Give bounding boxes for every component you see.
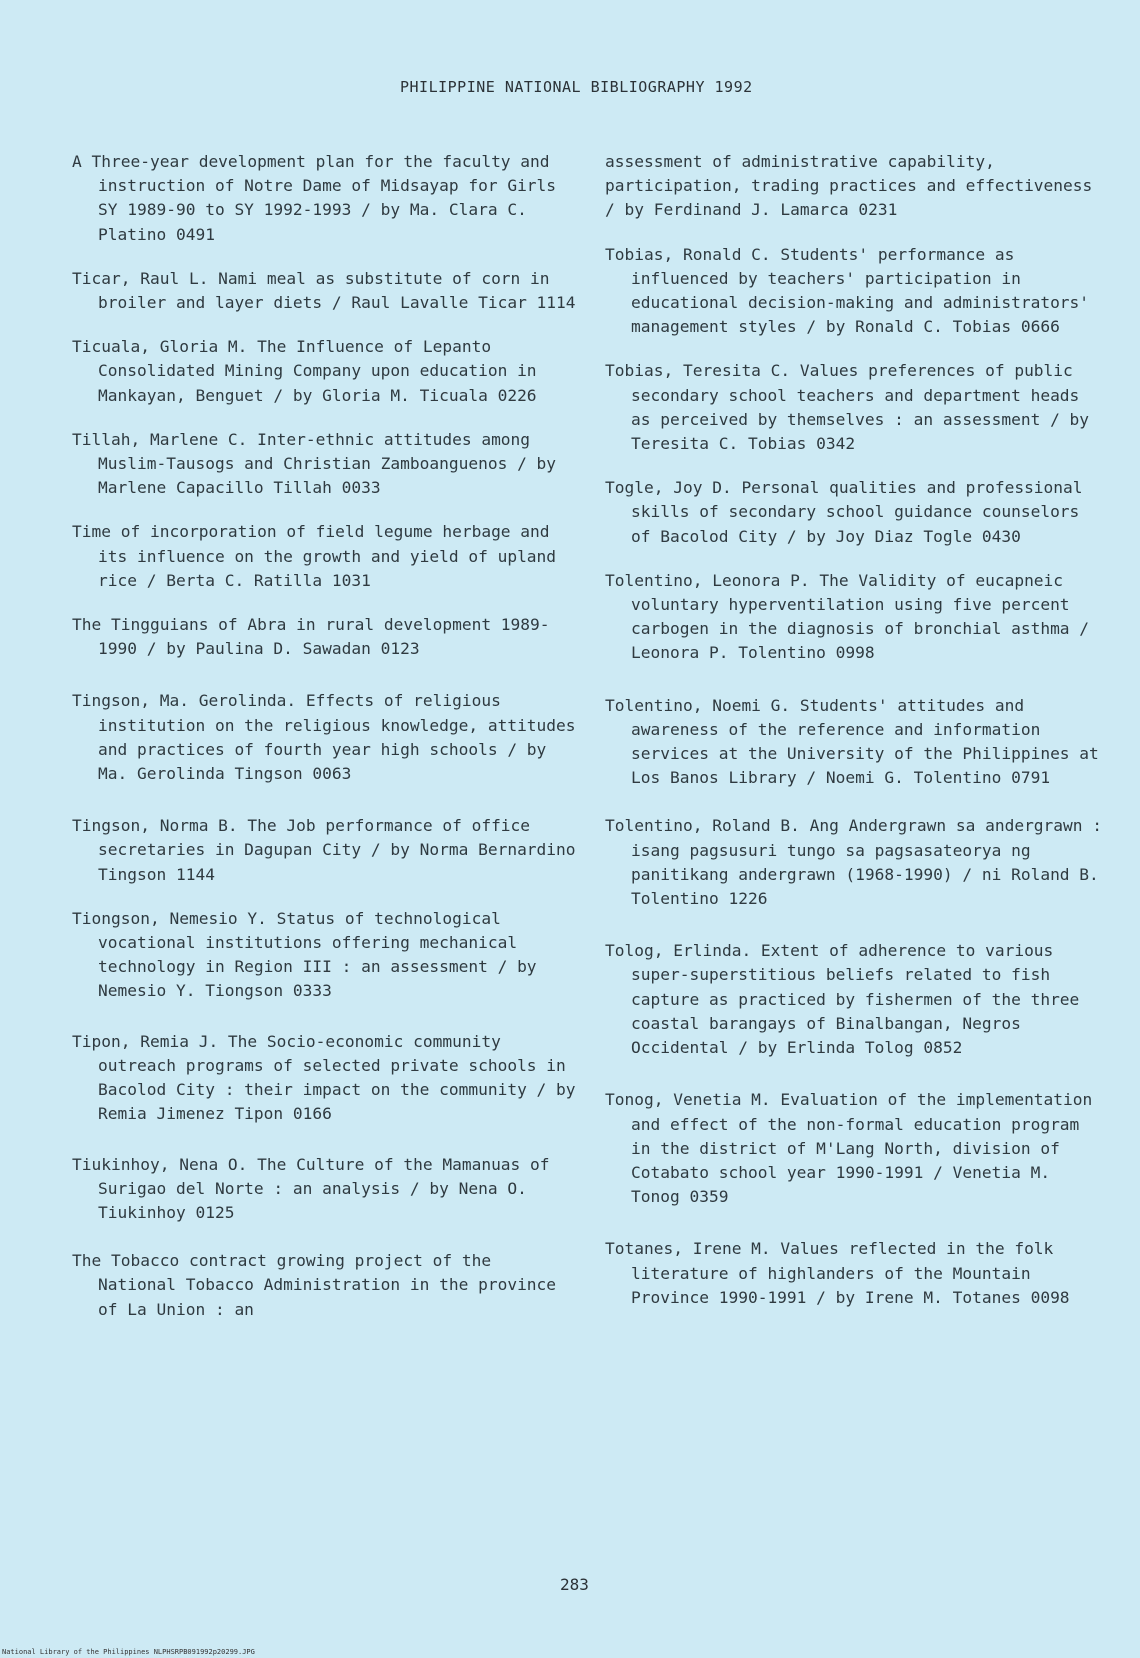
bib-entry-continuation: assessment of administrative capability, participation, trading practices and effectiveness / by Ferdinand J. Lamarca 0231 (605, 152, 1093, 220)
bib-entry: Tolog, Erlinda. Extent of adherence to various super-superstitious beliefs related to fish capture as practiced by fishermen of the three coastal barangays of Binalbangan, Negros Occidental / by Erlinda Tolog 0852 (605, 941, 1080, 1058)
bib-entry: Time of incorporation of field legume herbage and its influence on the growth and yield of upland rice / Berta C. Ratilla 1031 (72, 522, 557, 590)
bib-entry: Togle, Joy D. Personal qualities and professional skills of secondary school guidance counselors of Bacolod City / by Joy Diaz Togle 0430 (605, 478, 1083, 546)
bib-entry: The Tingguians of Abra in rural development 1989-1990 / by Paulina D. Sawadan 0123 (72, 615, 550, 659)
bib-entry: The Tobacco contract growing project of the National Tobacco Administration in the province of La Union : an (72, 1251, 557, 1319)
bib-entry: Tolentino, Roland B. Ang Andergrawn sa andergrawn : isang pagsusuri tungo sa pagsasateorya ng panitikang andergrawn (1968-1990) / ni Roland B. Tolentino 1226 (605, 816, 1103, 909)
bib-entry: Tonog, Venetia M. Evaluation of the implementation and effect of the non-formal education program in the district of M'Lang North, division of Cotabato school year 1990-1991 / Venetia M. Tonog 0359 (605, 1090, 1093, 1207)
footer-caption: National Library of the Philippines NLPHSRPB091992p20299.JPG (2, 1648, 255, 1656)
bib-entry: Tipon, Remia J. The Socio-economic community outreach programs of selected private schools in Bacolod City : their impact on the community / by Remia Jimenez Tipon 0166 (72, 1031, 576, 1124)
bib-entry: A Three-year development plan for the faculty and instruction of Notre Dame of Midsayap for Girls SY 1989-90 to SY 1992-1993 / by Ma. Clara C. Platino 0491 (72, 152, 557, 244)
bib-entry: Ticar, Raul L. Nami meal as substitute of corn in broiler and layer diets / Raul Lavalle Ticar 1114 (72, 268, 576, 313)
bib-entry: Tobias, Ronald C. Students' performance as influenced by teachers' participation in educational decision-making and administrators' management styles / by Ronald C. Tobias 0666 (605, 244, 1090, 337)
page-header: PHILIPPINE NATIONAL BIBLIOGRAPHY 1992 (400, 78, 753, 96)
bib-entry: Tolentino, Leonora P. The Validity of eucapneic voluntary hyperventilation using five percent carbogen in the diagnosis of bronchial asthma / Leonora P. Tolentino 0998 (605, 570, 1090, 663)
bib-entry: Ticuala, Gloria M. The Influence of Lepanto Consolidated Mining Company upon education in Mankayan, Benguet / by Gloria M. Ticuala 0226 (72, 337, 537, 405)
bib-entry: Totanes, Irene M. Values reflected in the folk literature of highlanders of the Mountain Province 1990-1991 / by Irene M. Totanes 0098 (605, 1239, 1070, 1307)
bib-entry: Tillah, Marlene C. Inter-ethnic attitudes among Muslim-Tausogs and Christian Zamboanguenos / by Marlene Capacillo Tillah 0033 (72, 429, 557, 498)
bib-entry: Tobias, Teresita C. Values preferences of public secondary school teachers and department heads as perceived by themselves : an assessment / by Teresita C. Tobias 0342 (605, 361, 1090, 454)
page-number: 283 (560, 1575, 589, 1594)
bib-entry: Tiukinhoy, Nena O. The Culture of the Mamanuas of Surigao del Norte : an analysis / by Nena O. Tiukinhoy 0125 (72, 1154, 550, 1222)
left-column (72, 150, 577, 1322)
bib-entry: Tolentino, Noemi G. Students' attitudes and awareness of the reference and information services at the University of the Philippines at Los Banos Library / Noemi G. Tolentino 0791 (605, 695, 1099, 788)
bib-entry: Tingson, Norma B. The Job performance of office secretaries in Dagupan City / by Norma Bernardino Tingson 1144 (72, 816, 576, 884)
right-column (605, 150, 1105, 1310)
bib-entry: Tingson, Ma. Gerolinda. Effects of religious institution on the religious knowledge, attitudes and practices of fourth year high schools / by Ma. Gerolinda Tingson 0063 (72, 691, 576, 784)
bib-entry: Tiongson, Nemesio Y. Status of technological vocational institutions offering mechanical technology in Region III : an assessment / by Nemesio Y. Tiongson 0333 (72, 908, 537, 1001)
